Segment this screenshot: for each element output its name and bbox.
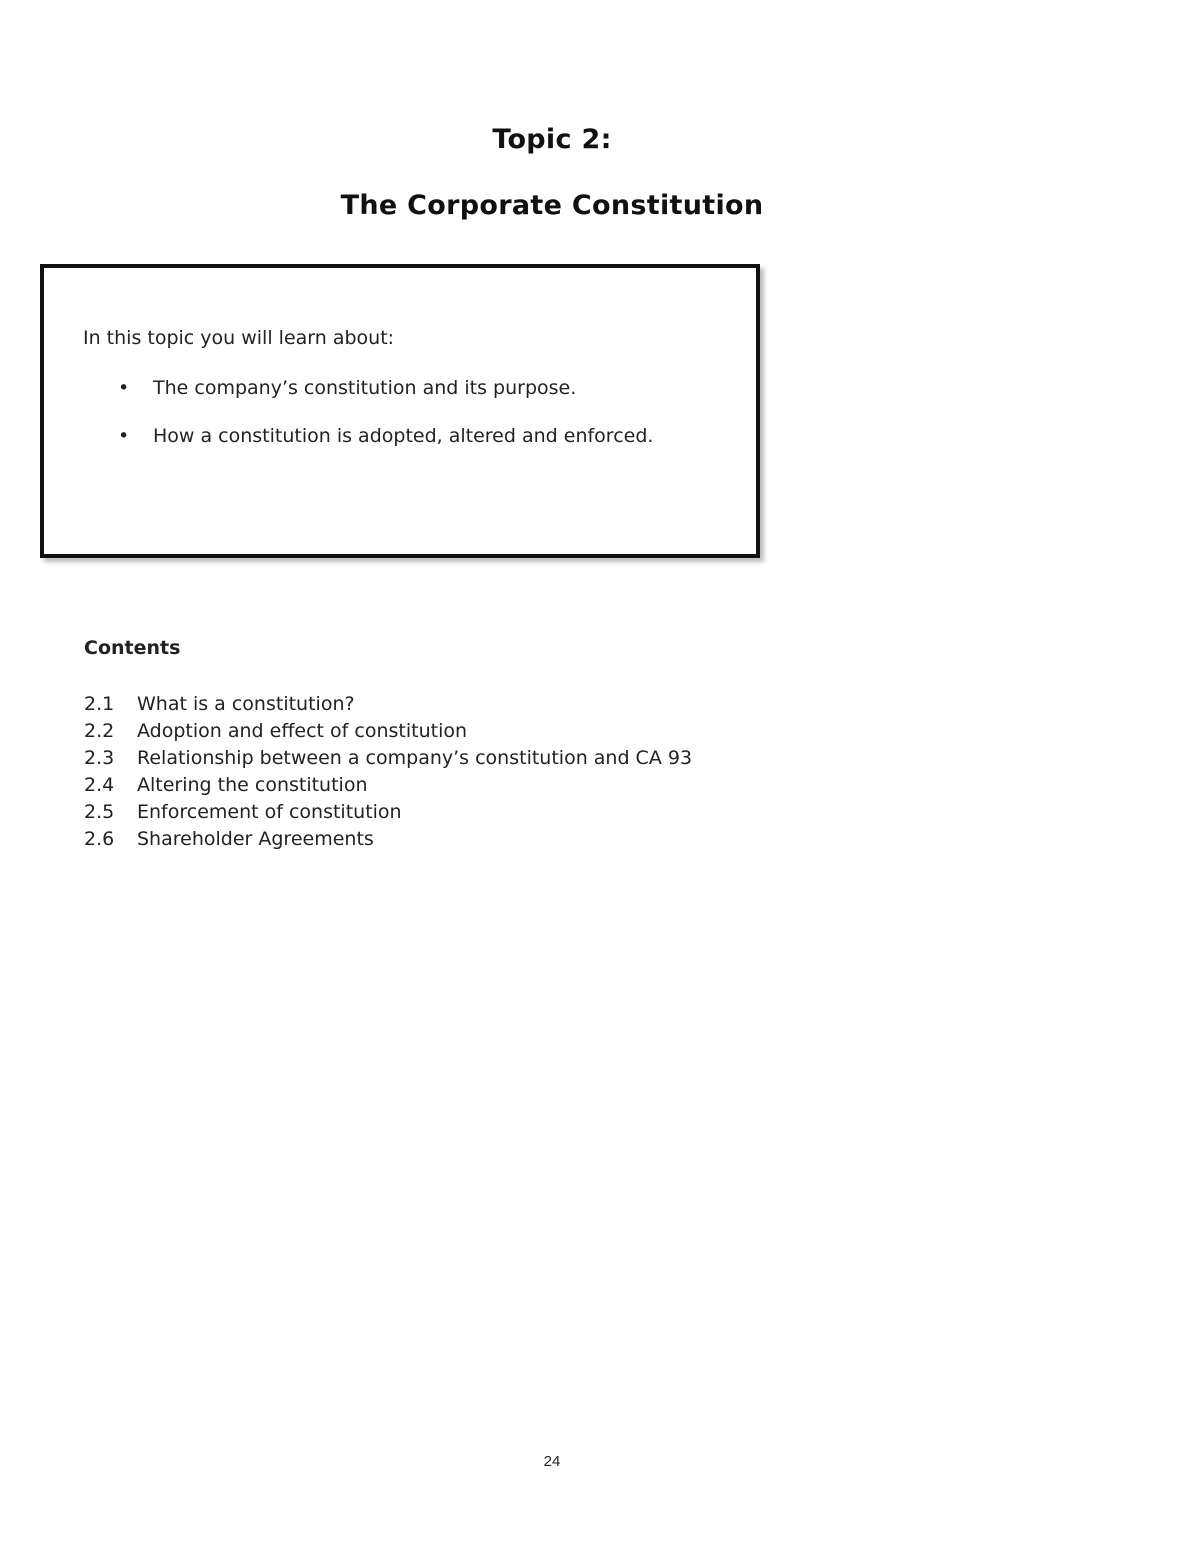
contents-item — [84, 772, 692, 799]
contents-item-title: Shareholder Agreements — [137, 828, 374, 850]
contents-item-title: Altering the constitution — [137, 774, 368, 796]
page-number: 24 — [543, 1453, 561, 1470]
objective-text: How a constitution is adopted, altered and enforced. — [153, 425, 654, 447]
contents-item — [84, 691, 692, 718]
contents-item — [84, 718, 692, 745]
contents-item-title: Relationship between a company’s constitution and CA 93 — [137, 747, 693, 769]
contents-item-number: 2.4 — [84, 774, 115, 796]
contents-list — [84, 691, 692, 853]
contents-heading: Contents — [84, 637, 181, 659]
objectives-intro: In this topic you will learn about: — [83, 327, 395, 349]
contents-item — [84, 826, 692, 853]
contents-item-title: Enforcement of constitution — [137, 801, 402, 823]
objective-text: The company’s constitution and its purpose. — [153, 377, 577, 399]
contents-item-number: 2.6 — [84, 828, 115, 850]
objective-item — [83, 424, 653, 472]
bullet-icon: • — [118, 377, 130, 399]
contents-item — [84, 799, 692, 826]
objective-item — [83, 376, 653, 424]
topic-label: Topic 2: — [492, 124, 612, 155]
contents-item-number: 2.5 — [84, 801, 115, 823]
contents-item-title: Adoption and effect of constitution — [137, 720, 468, 742]
contents-item-title: What is a constitution? — [137, 693, 355, 715]
learning-objectives-box — [40, 264, 760, 558]
bullet-icon: • — [118, 425, 130, 447]
objectives-list — [83, 376, 653, 472]
contents-item-number: 2.2 — [84, 720, 115, 742]
contents-item-number: 2.1 — [84, 693, 115, 715]
topic-title: The Corporate Constitution — [340, 190, 764, 221]
contents-item-number: 2.3 — [84, 747, 115, 769]
contents-item — [84, 745, 692, 772]
